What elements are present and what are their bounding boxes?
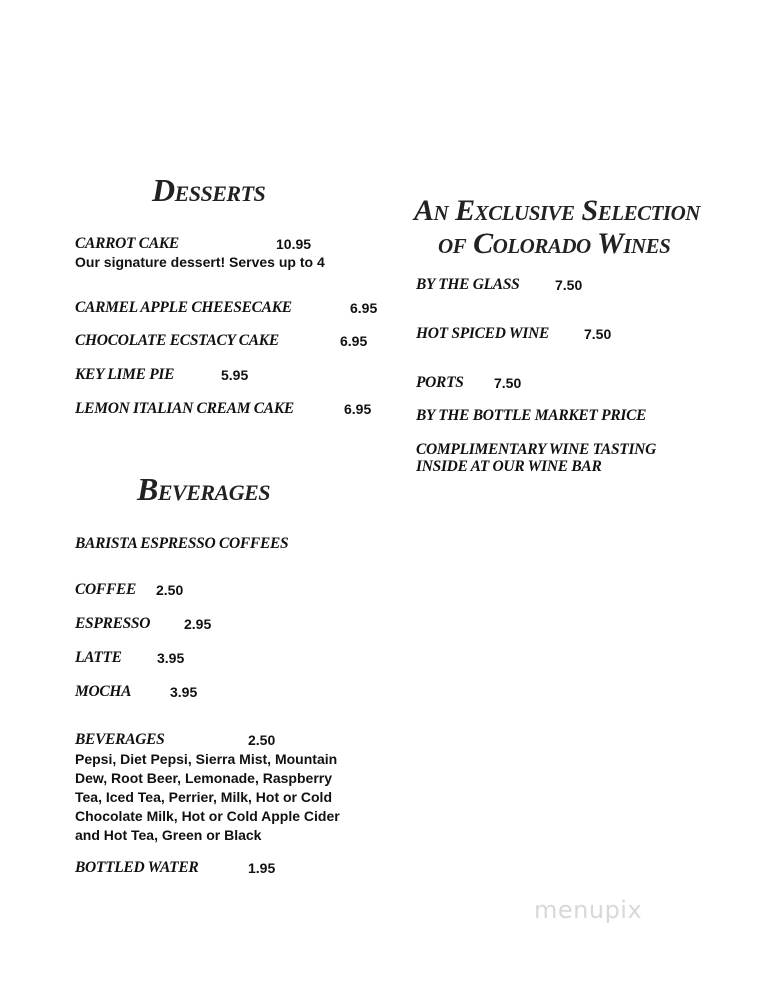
coffee-item-name: LATTE (75, 649, 122, 666)
soft-drinks-price: 2.50 (248, 732, 276, 748)
coffee-item-price: 2.50 (156, 582, 184, 598)
coffee-item-price: 2.95 (184, 616, 212, 632)
water-item-name: BOTTLED WATER (75, 859, 199, 876)
soft-drinks-desc-line: and Hot Tea, Green or Black (75, 827, 262, 843)
wine-item-price: 7.50 (494, 375, 522, 391)
dessert-item-price: 6.95 (340, 333, 368, 349)
wine-item-name: PORTS (416, 374, 464, 391)
wine-tasting-line: INSIDE AT OUR WINE BAR (416, 458, 602, 475)
wines-heading (414, 194, 700, 260)
soft-drinks-desc-line: Chocolate Milk, Hot or Cold Apple Cider (75, 808, 340, 824)
coffee-item-name: MOCHA (75, 683, 132, 700)
wine-item-name: BY THE GLASS (416, 276, 520, 293)
coffee-item-price: 3.95 (170, 684, 198, 700)
watermark-logo: menupix (534, 896, 643, 924)
dessert-item-price: 10.95 (276, 236, 312, 252)
coffee-item-price: 3.95 (157, 650, 185, 666)
dessert-item-name: CARROT CAKE (75, 235, 179, 252)
dessert-item-price: 5.95 (221, 367, 249, 383)
soft-drinks-desc-line: Dew, Root Beer, Lemonade, Raspberry (75, 770, 332, 786)
dessert-item-price: 6.95 (350, 300, 378, 316)
wine-item-price: 7.50 (584, 326, 612, 342)
soft-drinks-name: BEVERAGES (75, 731, 165, 748)
soft-drinks-desc-line: Tea, Iced Tea, Perrier, Milk, Hot or Cold (75, 789, 332, 805)
desserts-heading: Desserts (152, 172, 266, 208)
wines-heading-line2: of Colorado Wines (438, 227, 671, 260)
wine-bottle-line: BY THE BOTTLE MARKET PRICE (416, 407, 647, 424)
water-item-price: 1.95 (248, 860, 276, 876)
beverages-heading: Beverages (137, 471, 271, 507)
dessert-item-name: CARMEL APPLE CHEESECAKE (75, 299, 292, 316)
dessert-item-name: KEY LIME PIE (75, 366, 175, 383)
soft-drinks-desc-line: Pepsi, Diet Pepsi, Sierra Mist, Mountain (75, 751, 338, 767)
barista-subheading: BARISTA ESPRESSO COFFEES (75, 535, 289, 552)
coffee-item-name: ESPRESSO (75, 615, 151, 632)
wine-tasting-line: COMPLIMENTARY WINE TASTING (416, 441, 656, 458)
dessert-item-name: LEMON ITALIAN CREAM CAKE (75, 400, 294, 417)
wines-heading-line1: An Exclusive Selection (414, 194, 700, 227)
wine-item-name: HOT SPICED WINE (416, 325, 550, 342)
wine-item-price: 7.50 (555, 277, 583, 293)
dessert-item-price: 6.95 (344, 401, 372, 417)
dessert-item-name: CHOCOLATE ECSTACY CAKE (75, 332, 279, 349)
coffee-item-name: COFFEE (75, 581, 137, 598)
dessert-item-note: Our signature dessert! Serves up to 4 (75, 254, 325, 270)
